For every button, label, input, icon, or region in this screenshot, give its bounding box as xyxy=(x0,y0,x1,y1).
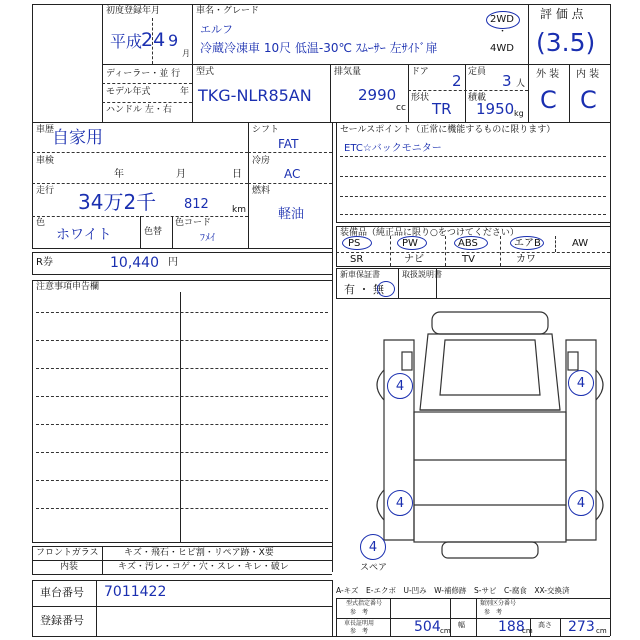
front-bumper-outline xyxy=(432,312,548,334)
inspection-year: 年 xyxy=(114,169,124,180)
equipment-label: 装備品（純正品に限り○をつけてください） xyxy=(340,228,519,238)
equip-airbag: エアB xyxy=(514,238,541,249)
damage-legend: A-キズ E-エクボ U-凹み W-補修跡 S-サビ C-腐食 XX-交換済 xyxy=(336,586,570,595)
inspection-day: 日 xyxy=(232,169,242,180)
door-count: 2 xyxy=(452,72,462,90)
interior-label: 内 装 xyxy=(576,69,600,80)
width-unit: cm xyxy=(522,627,533,635)
displacement-value: 2990 xyxy=(358,86,397,104)
inspection-month: 月 xyxy=(176,169,186,180)
windshield-label: フロントガラス xyxy=(36,548,99,558)
drive-2wd: 2WD xyxy=(490,14,514,25)
inspection-label: 車検 xyxy=(36,156,55,166)
month-unit: 月 xyxy=(182,49,190,58)
displacement-label: 排気量 xyxy=(334,67,362,77)
dealer-label: ディーラー・並 行 xyxy=(106,69,181,79)
length-unit: cm xyxy=(440,627,451,635)
history-value: 自家用 xyxy=(52,128,103,148)
spare-label: スペア xyxy=(360,563,388,573)
recycle-unit: 円 xyxy=(168,257,178,268)
fuel-value: 軽油 xyxy=(278,207,305,222)
history-label: 車歴 xyxy=(36,125,55,135)
length-value: 504 xyxy=(414,619,441,635)
class-label: 類別区分番号 xyxy=(480,600,517,607)
shift-value: FAT xyxy=(278,137,299,151)
mileage-sub: 812 xyxy=(184,197,209,212)
sales-point-label: セールスポイント（正常に機能するものに限ります） xyxy=(340,125,556,135)
registration-year: 24 xyxy=(141,29,166,51)
equip-pw: PW xyxy=(402,238,418,249)
registration-era: 平成 xyxy=(110,32,143,51)
chassis-label: 車台番号 xyxy=(40,586,84,599)
tire-rear-right: 4 xyxy=(568,490,594,516)
capacity-value: 3 xyxy=(502,72,512,90)
cab-outline xyxy=(420,334,560,410)
class-sub: 参 考 xyxy=(484,609,503,616)
height-label: 高さ xyxy=(538,621,552,629)
length-label: 車長証明用 xyxy=(344,620,375,627)
shape-label: 形状 xyxy=(411,93,430,103)
model-cert-sub: 参 考 xyxy=(350,609,369,616)
shift-label: シフト xyxy=(252,125,280,135)
model-year-unit: 年 xyxy=(180,87,190,97)
car-name-label: 車名・グレード xyxy=(196,6,260,16)
mileage-unit: km xyxy=(232,205,246,215)
length-sub: 参 考 xyxy=(350,628,369,635)
left-mirror-outline xyxy=(402,352,412,370)
capacity-unit: 人 xyxy=(516,79,526,89)
drive-4wd: 4WD xyxy=(490,43,514,54)
score-label: 評 価 点 xyxy=(540,7,584,21)
tire-rear-left: 4 xyxy=(387,490,413,516)
model-year-label: モデル年式 xyxy=(106,87,151,97)
exterior-label: 外 装 xyxy=(536,69,560,80)
car-grade: 冷蔵冷凍車 10尺 低温-30℃ ｽﾑｰｻｰ 左ｻｲﾄﾞ扉 xyxy=(200,41,438,55)
color-code-value: ﾌﾒｲ xyxy=(200,233,215,244)
shape-value: TR xyxy=(432,100,452,118)
warranty-label: 新車保証書 xyxy=(340,270,380,279)
load-label: 積載 xyxy=(468,93,487,103)
color-change-label: 色替 xyxy=(144,227,163,237)
drive-separator: ・ xyxy=(498,27,508,37)
equip-tv: TV xyxy=(462,254,475,265)
interior-cond-label: 内装 xyxy=(60,562,79,572)
height-unit: cm xyxy=(596,627,607,635)
car-name: エルフ xyxy=(200,23,233,36)
cargo-box-outline xyxy=(414,412,566,542)
handle-label: ハンドル 左・右 xyxy=(106,105,172,115)
equip-navi: ナビ xyxy=(404,254,424,265)
color-label: 色 xyxy=(36,218,46,228)
registration-month: 9 xyxy=(168,31,179,50)
rear-bumper-outline xyxy=(442,542,538,558)
width-label: 幅 xyxy=(458,621,465,629)
manual-label: 取扱説明書 xyxy=(402,270,442,279)
recycle-label: R券 xyxy=(36,257,53,268)
equip-aw: AW xyxy=(572,238,589,249)
equip-leather: カワ xyxy=(516,254,536,265)
interior-cond-text: キズ・汚レ・コゲ・穴・スレ・キレ・破レ xyxy=(118,562,289,572)
door-label: ドア xyxy=(411,67,429,77)
registration-date-label: 初度登録年月 xyxy=(106,6,161,16)
notes-label: 注意事項申告欄 xyxy=(36,282,100,292)
equip-abs: ABS xyxy=(458,238,478,249)
load-unit: kg xyxy=(514,109,524,118)
load-value: 1950 xyxy=(476,100,515,118)
mileage-value: 34万2千 xyxy=(78,190,157,214)
tire-spare: 4 xyxy=(360,534,386,560)
interior-grade: C xyxy=(580,86,597,114)
type-value: TKG-NLR85AN xyxy=(198,86,312,105)
windshield-text: キズ・飛石・ヒビ割・リペア跡・X要 xyxy=(124,548,274,558)
exterior-grade: C xyxy=(540,86,557,114)
windshield-outline xyxy=(440,340,540,395)
warranty-options: 有 ・ 無 xyxy=(344,283,384,296)
score-value: (3.5) xyxy=(536,28,596,57)
vehicle-diagram xyxy=(350,300,610,575)
ac-value: AC xyxy=(284,167,301,181)
displacement-unit: cc xyxy=(396,103,406,113)
type-label: 型式 xyxy=(196,67,215,77)
registration-number-label: 登録番号 xyxy=(40,614,84,627)
ac-label: 冷房 xyxy=(252,156,271,166)
equip-sr: SR xyxy=(350,254,364,265)
tire-front-right: 4 xyxy=(568,370,594,396)
tire-front-left: 4 xyxy=(387,373,413,399)
chassis-value: 7011422 xyxy=(104,584,167,600)
color-code-label: 色コード xyxy=(175,218,212,228)
right-mirror-outline xyxy=(568,352,578,370)
color-value: ホワイト xyxy=(56,227,112,243)
sales-point-text: ETC☆バックモニター xyxy=(344,143,442,154)
capacity-label: 定員 xyxy=(468,67,487,77)
recycle-value: 10,440 xyxy=(110,255,159,271)
mileage-label: 走行 xyxy=(36,186,55,196)
height-value: 273 xyxy=(568,619,595,635)
fuel-label: 燃料 xyxy=(252,186,271,196)
model-cert-label: 型式指定番号 xyxy=(346,600,383,607)
equip-ps: PS xyxy=(348,238,361,249)
width-value: 188 xyxy=(498,619,525,635)
